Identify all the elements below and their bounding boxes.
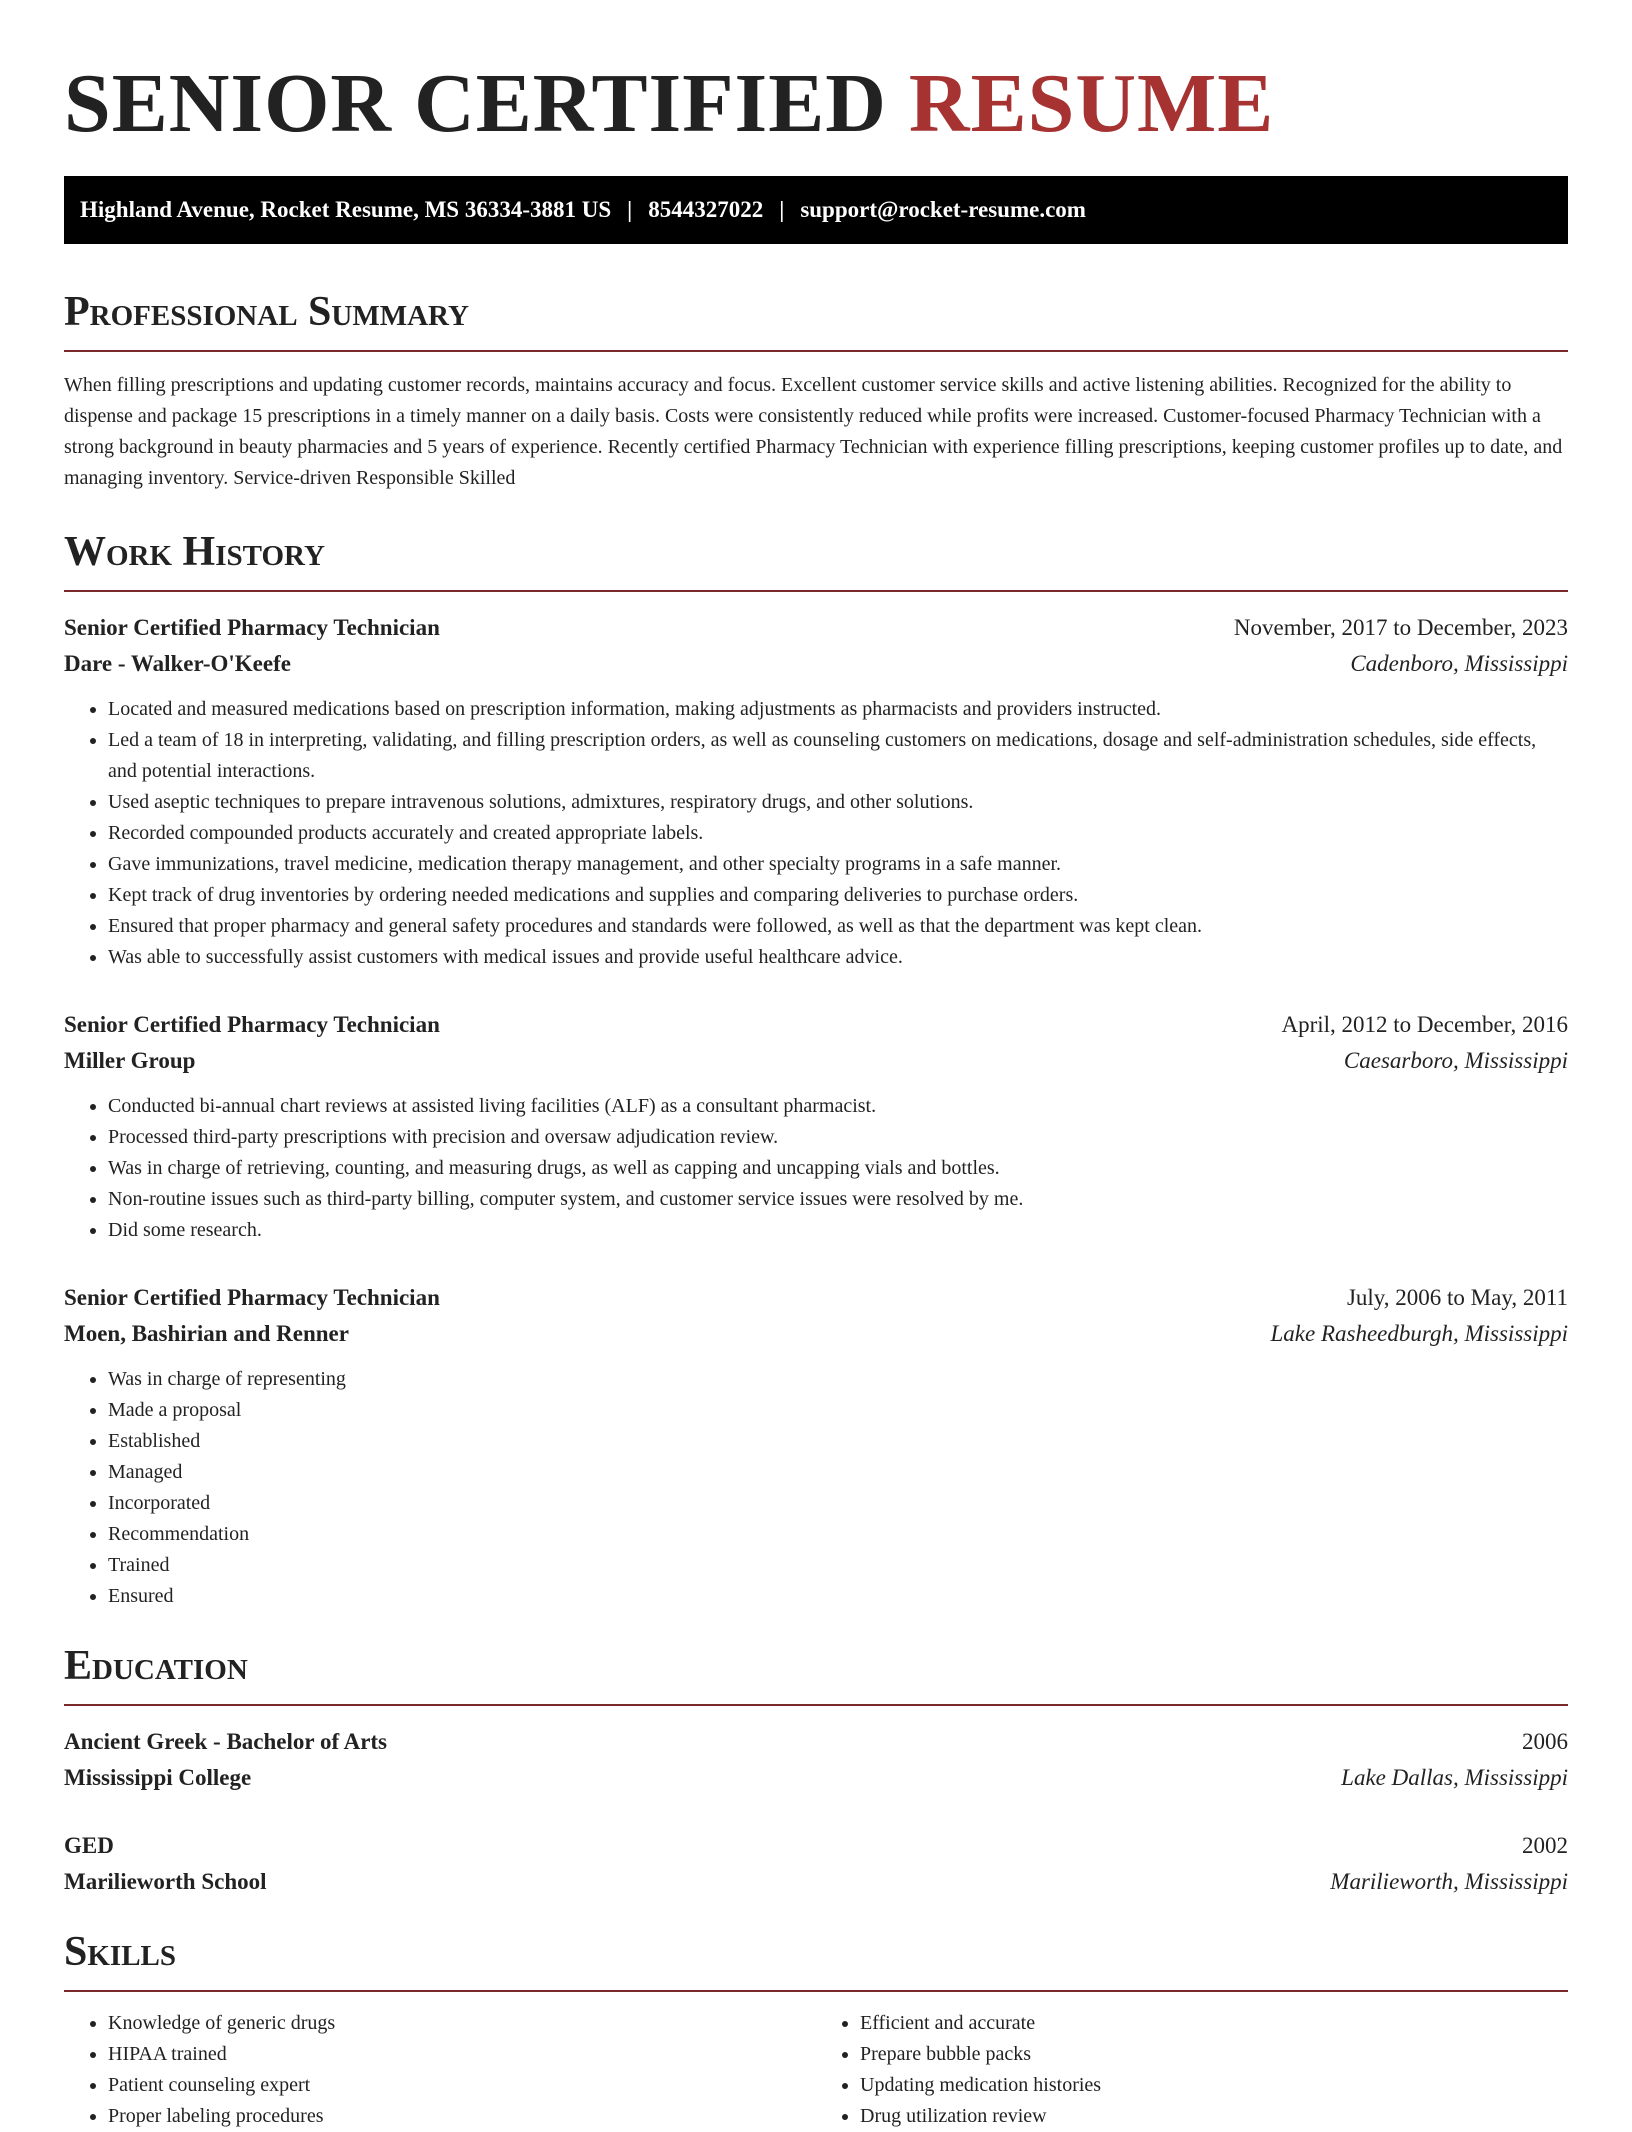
job-title: Senior Certified Pharmacy Technician — [64, 1012, 440, 1037]
education-degree: Ancient Greek - Bachelor of Arts — [64, 1729, 388, 1754]
section-heading-skills: Skills — [64, 1929, 177, 1975]
education-school: Mississippi College — [64, 1765, 252, 1790]
professional-summary-section — [64, 288, 1568, 494]
job-title: Senior Certified Pharmacy Technician — [64, 1285, 440, 1310]
skill-item: • Efficient and accurate — [860, 2008, 1568, 2039]
education-school-row — [64, 1864, 1568, 1900]
skills-list-left — [64, 2008, 816, 2132]
job-location: Lake Rasheedburgh, Mississippi — [1270, 1321, 1568, 1346]
work-history-section — [64, 528, 1568, 1612]
job-entry — [64, 610, 1568, 973]
job-duty: • Established — [108, 1426, 1568, 1457]
job-header-row — [64, 1007, 1568, 1043]
section-heading-work: Work History — [64, 529, 325, 575]
skill-item: • Proper labeling procedures — [108, 2101, 816, 2132]
job-entry — [64, 1280, 1568, 1612]
education-year: 2006 — [1522, 1729, 1568, 1754]
job-duty: • Processed third-party prescriptions with precision and oversaw adjudication review. — [108, 1122, 1568, 1153]
education-location: Marilieworth, Mississippi — [1330, 1869, 1568, 1894]
section-divider — [64, 590, 1568, 592]
job-dates: July, 2006 to May, 2011 — [1346, 1285, 1568, 1310]
summary-text: When filling prescriptions and updating customer records, maintains accuracy and focus. Excellent customer service skills and active listening abilities. Recognized for the ability to dispense and package 15 prescriptions in a timely manner on a daily basis. Costs were consistently reduced while profits were increased. Customer-focused Pharmacy Technician with a strong background in beauty pharmacies and 5 years of experience. Recently certified Pharmacy Technician with experience filling prescriptions, keeping customer profiles up to date, and managing inventory. Service-driven Responsible Skilled — [64, 374, 1563, 489]
section-divider — [64, 350, 1568, 352]
education-year: 2002 — [1522, 1833, 1568, 1858]
skill-item: • Updating medication histories — [860, 2070, 1568, 2101]
education-degree: GED — [64, 1833, 114, 1858]
contact-address: Highland Avenue, Rocket Resume, MS 36334-3881 US — [80, 197, 612, 222]
job-entry — [64, 1007, 1568, 1246]
job-duty: • Non-routine issues such as third-party billing, computer system, and customer service issues were resolved by me. — [108, 1184, 1568, 1215]
skill-item: • Patient counseling expert — [108, 2070, 816, 2101]
job-duty: • Incorporated — [108, 1488, 1568, 1519]
job-dates: April, 2012 to December, 2016 — [1281, 1012, 1568, 1037]
education-degree-row — [64, 1724, 1568, 1760]
job-company-row — [64, 646, 1568, 682]
title-main: SENIOR CERTIFIED — [64, 57, 887, 150]
job-title: Senior Certified Pharmacy Technician — [64, 615, 440, 640]
job-duty: • Ensured that proper pharmacy and general safety procedures and standards were followed, as well as that the department was kept clean. — [108, 911, 1568, 942]
education-entry — [64, 1828, 1568, 1900]
job-company-row — [64, 1043, 1568, 1079]
skill-item: • Drug utilization review — [860, 2101, 1568, 2132]
resume-title — [64, 56, 1568, 152]
job-duty: • Kept track of drug inventories by ordering needed medications and supplies and comparing deliveries to purchase orders. — [108, 880, 1568, 911]
contact-bar — [64, 176, 1568, 244]
section-divider — [64, 1704, 1568, 1706]
skill-item: • Prepare bubble packs — [860, 2039, 1568, 2070]
job-dates: November, 2017 to December, 2023 — [1233, 615, 1568, 640]
job-duty: • Ensured — [108, 1581, 1568, 1612]
education-location: Lake Dallas, Mississippi — [1341, 1765, 1568, 1790]
job-duty: • Used aseptic techniques to prepare intravenous solutions, admixtures, respiratory drugs, and other solutions. — [108, 787, 1568, 818]
skill-item: • Knowledge of generic drugs — [108, 2008, 816, 2039]
job-duties-list — [64, 1364, 1568, 1612]
job-duty: • Led a team of 18 in interpreting, validating, and filling prescription orders, as well as counseling customers on medications, dosage and self-administration schedules, side effects, and potential interactions. — [108, 725, 1568, 787]
education-section — [64, 1642, 1568, 1900]
education-entry — [64, 1724, 1568, 1796]
job-duty: • Recommendation — [108, 1519, 1568, 1550]
job-duty: • Did some research. — [108, 1215, 1568, 1246]
title-accent: RESUME — [908, 57, 1275, 150]
job-company: Dare - Walker-O'Keefe — [64, 651, 291, 676]
skills-grid — [64, 2008, 1568, 2132]
contact-email: support@rocket-resume.com — [800, 197, 1086, 222]
section-heading-summary: Professional Summary — [64, 289, 469, 335]
job-company-row — [64, 1316, 1568, 1352]
job-company: Miller Group — [64, 1048, 196, 1073]
education-school: Marilieworth School — [64, 1869, 267, 1894]
job-location: Cadenboro, Mississippi — [1350, 651, 1568, 676]
job-duty: • Trained — [108, 1550, 1568, 1581]
contact-separator: | — [627, 197, 633, 222]
job-duty: • Recorded compounded products accurately and created appropriate labels. — [108, 818, 1568, 849]
skills-list-right — [816, 2008, 1568, 2132]
job-header-row — [64, 1280, 1568, 1316]
job-duty: • Gave immunizations, travel medicine, medication therapy management, and other specialty programs in a safe manner. — [108, 849, 1568, 880]
job-header-row — [64, 610, 1568, 646]
skills-section — [64, 1928, 1568, 2132]
education-degree-row — [64, 1828, 1568, 1864]
job-duties-list — [64, 694, 1568, 973]
section-heading-education: Education — [64, 1643, 248, 1689]
contact-separator: | — [779, 197, 785, 222]
job-duty: • Was in charge of retrieving, counting, and measuring drugs, as well as capping and uncapping vials and bottles. — [108, 1153, 1568, 1184]
contact-phone: 8544327022 — [648, 197, 764, 222]
job-duty: • Managed — [108, 1457, 1568, 1488]
job-duty: • Was in charge of representing — [108, 1364, 1568, 1395]
skill-item: • HIPAA trained — [108, 2039, 816, 2070]
job-duty: • Located and measured medications based on prescription information, making adjustments as pharmacists and providers instructed. — [108, 694, 1568, 725]
section-divider — [64, 1990, 1568, 1992]
education-school-row — [64, 1760, 1568, 1796]
job-duty: • Conducted bi-annual chart reviews at assisted living facilities (ALF) as a consultant pharmacist. — [108, 1091, 1568, 1122]
job-duties-list — [64, 1091, 1568, 1246]
job-duty: • Was able to successfully assist customers with medical issues and provide useful healthcare advice. — [108, 942, 1568, 973]
job-company: Moen, Bashirian and Renner — [64, 1321, 349, 1346]
job-duty: • Made a proposal — [108, 1395, 1568, 1426]
job-location: Caesarboro, Mississippi — [1343, 1048, 1568, 1073]
